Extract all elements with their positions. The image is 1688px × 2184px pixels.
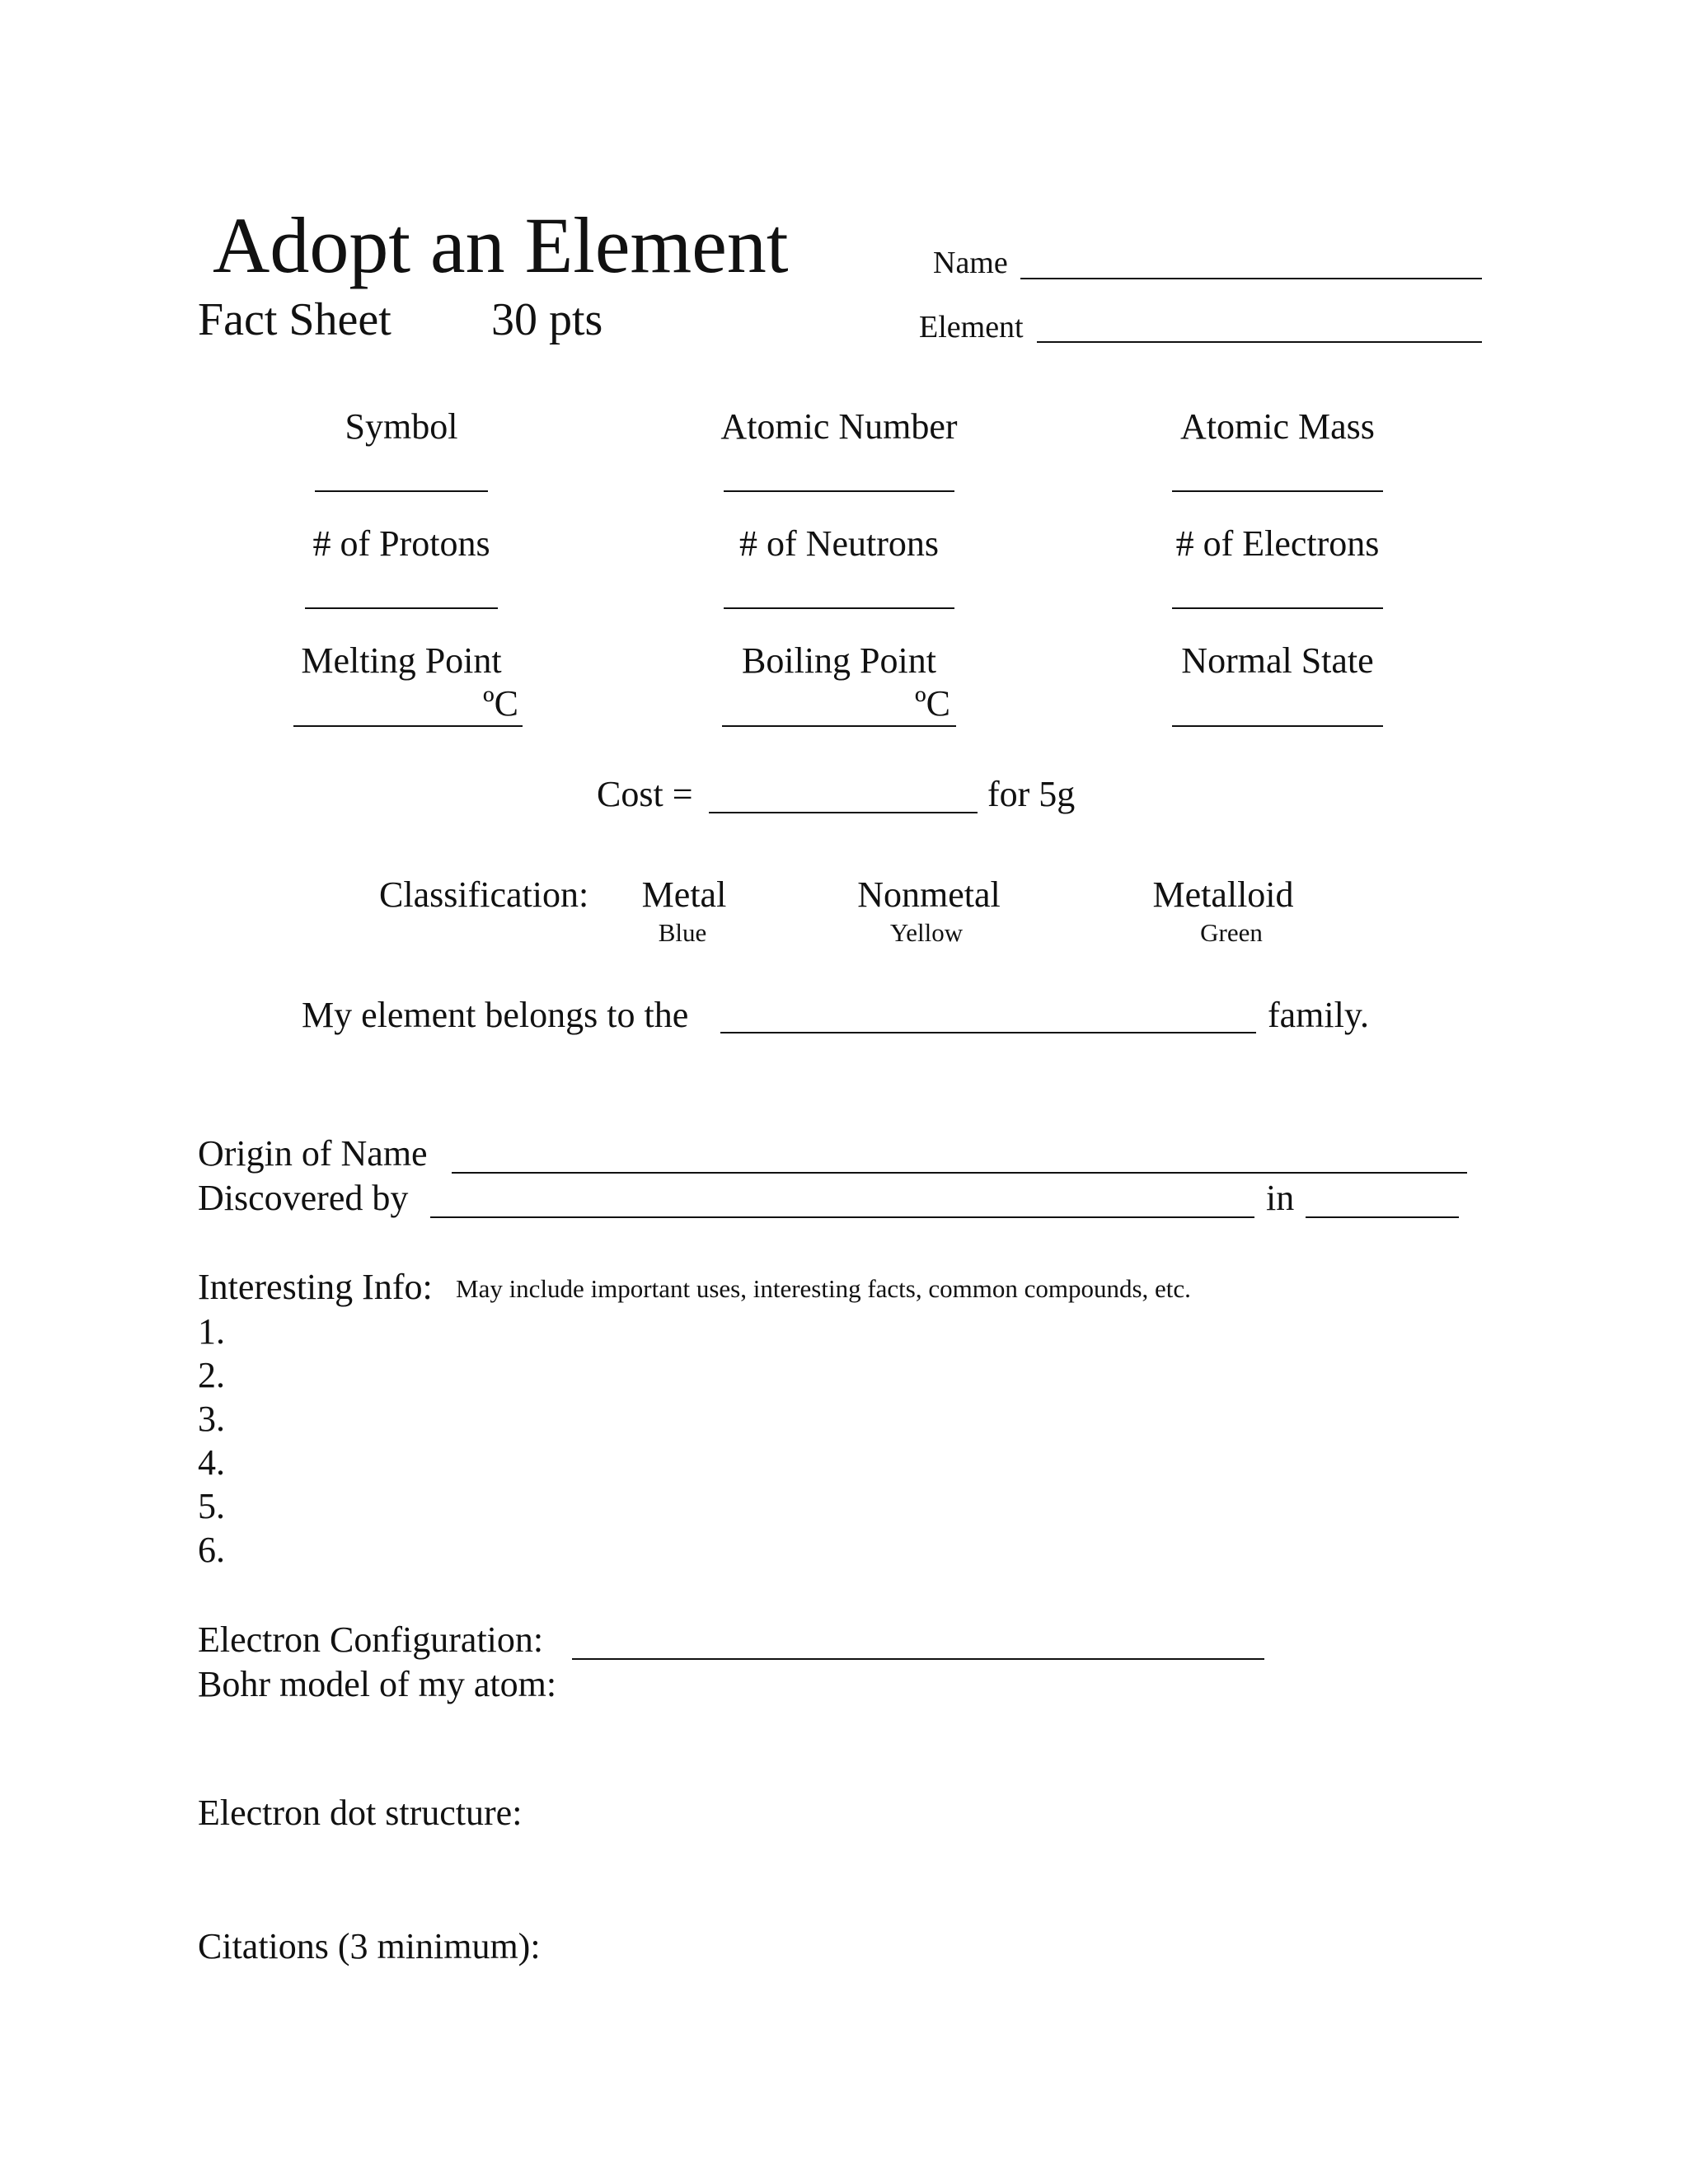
element-field[interactable]: [1037, 341, 1482, 343]
discovered-year-field[interactable]: [1306, 1216, 1459, 1218]
page-subtitle: Fact Sheet: [198, 294, 392, 345]
info-item: 3.: [198, 1399, 225, 1439]
atomic-mass-field[interactable]: [1172, 490, 1383, 492]
symbol-field[interactable]: [315, 490, 488, 492]
normal-state-field[interactable]: [1172, 725, 1383, 727]
dot-structure-label: Electron dot structure:: [198, 1793, 523, 1833]
symbol-label: Symbol: [345, 406, 458, 447]
electrons-field[interactable]: [1172, 607, 1383, 609]
cost-suffix: for 5g: [987, 774, 1076, 814]
family-field[interactable]: [720, 1032, 1256, 1033]
classification-metal: Metal: [641, 874, 727, 915]
classification-nonmetal: Nonmetal: [857, 874, 1001, 915]
family-suffix: family.: [1268, 995, 1369, 1035]
cost-label: Cost =: [597, 774, 693, 814]
melting-point-unit: ºC: [483, 683, 518, 724]
info-label: Interesting Info:: [198, 1267, 433, 1307]
atomic-number-field[interactable]: [724, 490, 954, 492]
info-item: 5.: [198, 1486, 225, 1526]
classification-metal-color: Blue: [658, 918, 707, 947]
classification-metalloid: Metalloid: [1152, 874, 1294, 915]
origin-label: Origin of Name: [198, 1133, 428, 1174]
protons-field[interactable]: [305, 607, 498, 609]
classification-nonmetal-color: Yellow: [889, 918, 964, 947]
info-item: 2.: [198, 1355, 225, 1395]
bohr-model-label: Bohr model of my atom:: [198, 1664, 557, 1704]
neutrons-label: # of Neutrons: [739, 523, 939, 564]
info-hint: May include important uses, interesting facts, common compounds, etc.: [456, 1274, 1191, 1303]
cost-field[interactable]: [709, 812, 978, 813]
atomic-number-label: Atomic Number: [720, 406, 958, 447]
electrons-label: # of Electrons: [1175, 523, 1380, 564]
normal-state-label: Normal State: [1181, 640, 1374, 681]
name-field[interactable]: [1020, 278, 1482, 279]
citations-label: Citations (3 minimum):: [198, 1926, 541, 1966]
melting-point-label: Melting Point: [301, 640, 502, 681]
electron-config-label: Electron Configuration:: [198, 1619, 544, 1660]
protons-label: # of Protons: [312, 523, 490, 564]
discovered-in-label: in: [1266, 1178, 1295, 1218]
classification-label: Classification:: [379, 874, 589, 915]
boiling-point-label: Boiling Point: [742, 640, 936, 681]
neutrons-field[interactable]: [724, 607, 954, 609]
info-item: 6.: [198, 1530, 225, 1570]
info-item: 4.: [198, 1442, 225, 1483]
discovered-label: Discovered by: [198, 1178, 409, 1218]
name-label: Name: [933, 246, 1008, 280]
melting-point-field[interactable]: [293, 725, 523, 727]
page-title: Adopt an Element: [213, 201, 789, 289]
element-label: Element: [919, 310, 1024, 344]
points-label: 30 pts: [491, 294, 603, 345]
origin-field[interactable]: [452, 1172, 1467, 1174]
discovered-field[interactable]: [430, 1216, 1254, 1218]
classification-metalloid-color: Green: [1200, 918, 1263, 947]
boiling-point-field[interactable]: [722, 725, 956, 727]
atomic-mass-label: Atomic Mass: [1180, 406, 1375, 447]
boiling-point-unit: ºC: [915, 683, 950, 724]
electron-config-field[interactable]: [572, 1658, 1264, 1660]
family-prefix: My element belongs to the: [302, 995, 689, 1035]
info-item: 1.: [198, 1311, 225, 1352]
